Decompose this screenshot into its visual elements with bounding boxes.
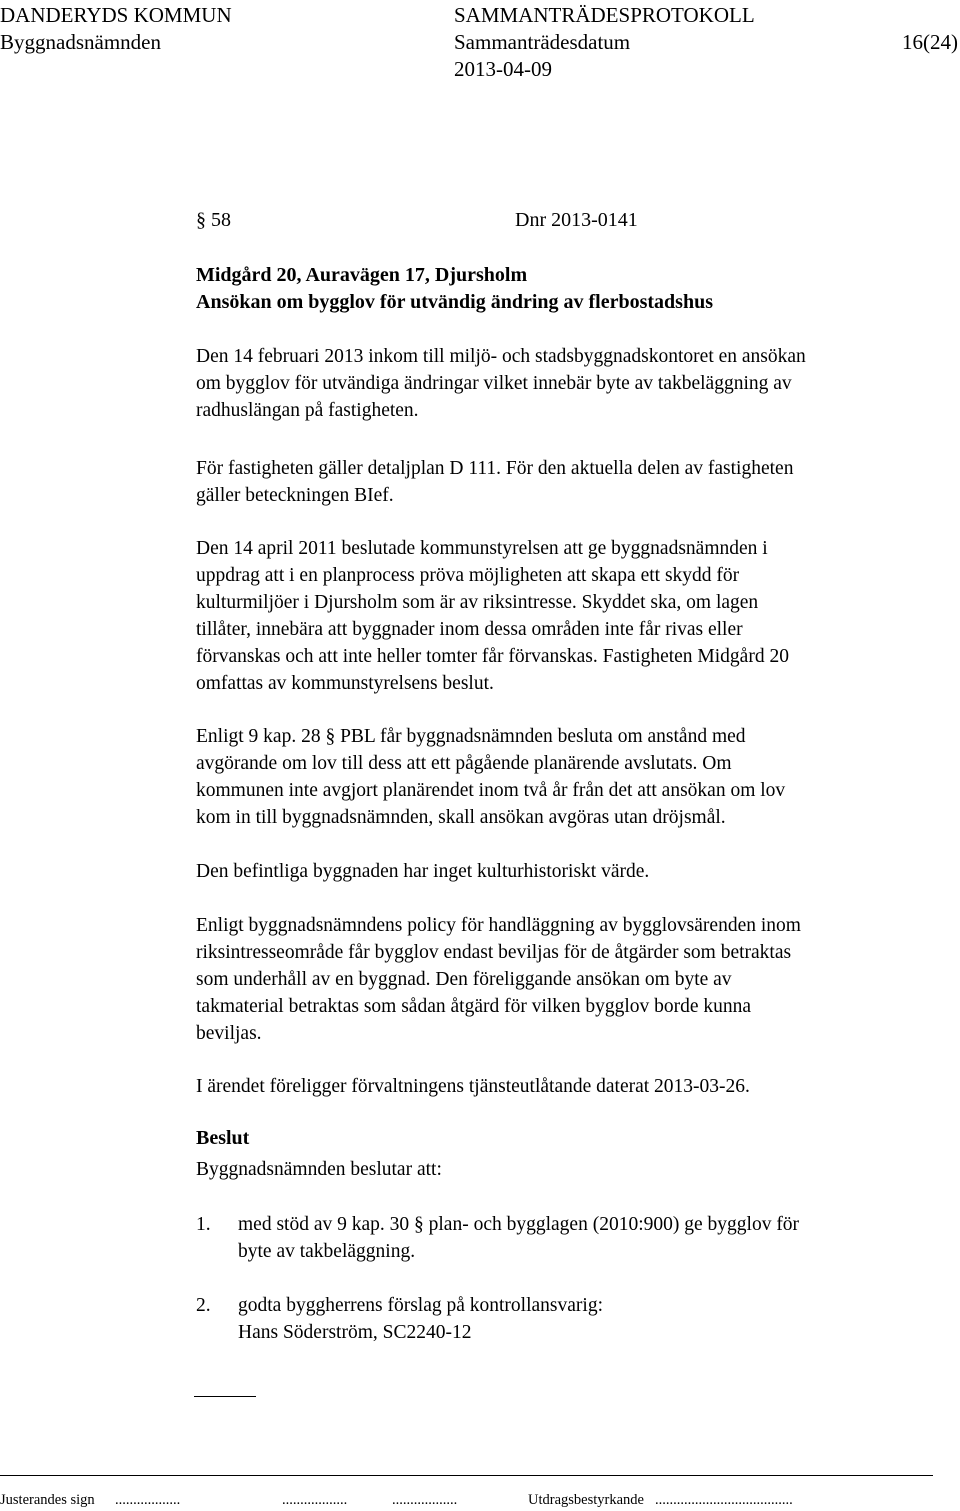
text-line: med stöd av 9 kap. 30 § plan- och bygglagen (2010:900) ge bygglov för: [238, 1214, 800, 1235]
text-line: kulturmiljöer i Djursholm som är av riksintresse. Skyddet ska, om lagen: [196, 592, 759, 613]
decision-item: [196, 1292, 211, 1319]
short-separator: [194, 1396, 256, 1397]
dnr-number: Dnr 2013-0141: [515, 209, 638, 231]
body-paragraph: [196, 858, 649, 885]
item-title-line: Midgård 20, Auravägen 17, Djursholm: [196, 264, 528, 286]
text-line: byte av takbeläggning.: [238, 1241, 416, 1262]
text-line: Enligt byggnadsnämndens policy för handläggning av bygglovsärenden inom: [196, 915, 801, 936]
item-title-line: Ansökan om bygglov för utvändig ändring av flerbostadshus: [196, 291, 713, 313]
header-committee: Byggnadsnämnden: [0, 30, 161, 54]
decision-intro: Byggnadsnämnden beslutar att:: [196, 1159, 442, 1180]
text-line: Den 14 februari 2013 inkom till miljö- och stadsbyggnadskontoret en ansökan: [196, 346, 806, 367]
text-line: takmaterial betraktas som sådan åtgärd för vilken bygglov borde kunna: [196, 996, 752, 1017]
text-line: I ärendet föreligger förvaltningens tjänsteutlåtande daterat 2013-03-26.: [196, 1076, 750, 1097]
body-paragraph: [196, 455, 793, 509]
text-line: som underhåll av en byggnad. Den föreliggande ansökan om byte av: [196, 969, 732, 990]
text-line: Den befintliga byggnaden har inget kulturhistoriskt värde.: [196, 861, 650, 882]
footer-sign-label: Justerandes sign: [0, 1492, 95, 1508]
text-line: avgörande om lov till dess att ett pågående planärende avslutats. Om: [196, 753, 732, 774]
body-paragraph: [196, 723, 785, 831]
footer-signature-field: ..................: [282, 1492, 348, 1508]
header-date: 2013-04-09: [454, 57, 552, 81]
text-line: riksintresseområde får bygglov endast beviljas för de åtgärder som betraktas: [196, 942, 792, 963]
decision-item-number: 1.: [196, 1214, 211, 1235]
footer-rule: [0, 1475, 933, 1476]
text-line: godta byggherrens förslag på kontrollansvarig:: [238, 1295, 603, 1316]
text-line: För fastigheten gäller detaljplan D 111. För den aktuella delen av fastigheten: [196, 458, 794, 479]
footer-extract-label: Utdragsbestyrkande: [528, 1492, 644, 1508]
body-paragraph: [196, 912, 801, 1047]
text-line: kommunen inte avgjort planärendet inom två år från det att ansökan om lov: [196, 780, 786, 801]
header-doc-type: SAMMANTRÄDESPROTOKOLL: [454, 3, 755, 27]
text-line: omfattas av kommunstyrelsens beslut.: [196, 673, 494, 694]
decision-item-text: [238, 1211, 799, 1265]
text-line: radhuslängan på fastigheten.: [196, 400, 419, 421]
text-line: beviljas.: [196, 1023, 262, 1044]
item-title: [196, 262, 713, 316]
text-line: om bygglov för utvändiga ändringar vilket innebär byte av takbeläggning av: [196, 373, 792, 394]
body-paragraph: [196, 535, 789, 697]
text-line: Den 14 april 2011 beslutade kommunstyrelsen att ge byggnadsnämnden i: [196, 538, 768, 559]
footer-extract-field: ......................................: [655, 1492, 793, 1508]
header-page-number: 16(24): [902, 30, 958, 54]
footer-signature-field: ..................: [392, 1492, 458, 1508]
text-line: gäller beteckningen BIef.: [196, 485, 394, 506]
header-date-label: Sammanträdesdatum: [454, 30, 631, 54]
paragraph-number: § 58: [196, 209, 231, 231]
text-line: Hans Söderström, SC2240-12: [238, 1322, 472, 1343]
decision-item: [196, 1211, 211, 1238]
decision-item-text: [238, 1292, 603, 1346]
body-paragraph: [196, 343, 806, 424]
decision-item-number: 2.: [196, 1295, 211, 1316]
text-line: Enligt 9 kap. 28 § PBL får byggnadsnämnden besluta om anstånd med: [196, 726, 746, 747]
text-line: uppdrag att i en planprocess pröva möjligheten att skapa ett skydd för: [196, 565, 740, 586]
text-line: förvanskas och att inte heller tomter får förvanskas. Fastigheten Midgård 20: [196, 646, 789, 667]
body-paragraph: [196, 1073, 750, 1100]
text-line: kom in till byggnadsnämnden, skall ansökan avgöras utan dröjsmål.: [196, 807, 726, 828]
text-line: tillåter, innebära att byggnader inom dessa områden inte får rivas eller: [196, 619, 743, 640]
header-org: DANDERYDS KOMMUN: [0, 3, 232, 27]
footer-signature-field: ..................: [115, 1492, 181, 1508]
decision-heading: Beslut: [196, 1127, 250, 1149]
